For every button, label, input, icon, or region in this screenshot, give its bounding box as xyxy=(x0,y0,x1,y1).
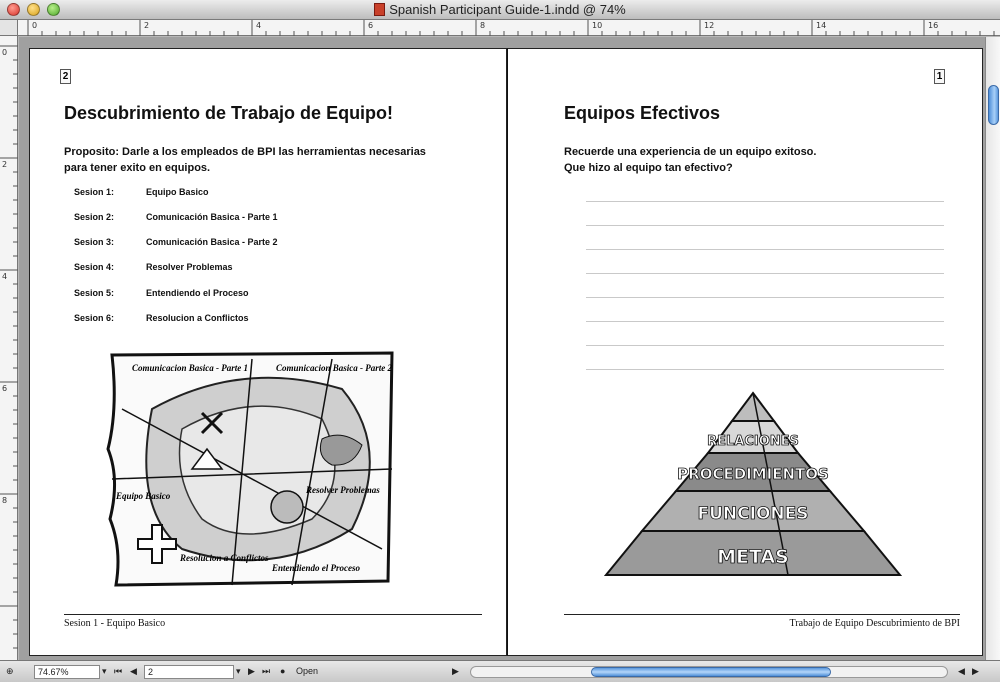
answer-line[interactable] xyxy=(586,225,944,226)
horizontal-scroll-thumb[interactable] xyxy=(591,667,831,677)
session-name: Comunicación Basica - Parte 2 xyxy=(146,237,278,247)
pasteboard[interactable] xyxy=(19,37,985,660)
map-label: Comunicacion Basica - Parte 1 xyxy=(132,363,249,373)
ruler-label: 12 xyxy=(704,21,715,30)
title-bar[interactable] xyxy=(0,0,1000,20)
right-page[interactable] xyxy=(507,48,983,656)
window-title: Spanish Participant Guide-1.indd @ 74% xyxy=(389,2,626,17)
session-row[interactable] xyxy=(74,237,278,247)
ruler-label: 8 xyxy=(2,496,8,505)
ruler-label: 0 xyxy=(32,21,38,30)
page-field[interactable]: 2 xyxy=(144,665,234,679)
pyramid-label: FUNCIONES xyxy=(697,504,809,524)
session-name: Resolucion a Conflictos xyxy=(146,313,249,323)
ruler-label: 6 xyxy=(368,21,374,30)
map-label: Resolucion a Conflictos xyxy=(180,553,269,563)
ruler-label: 0 xyxy=(2,48,8,57)
session-row[interactable] xyxy=(74,313,249,323)
vertical-scroll-thumb[interactable] xyxy=(988,85,999,125)
map-label: Resolver Problemas xyxy=(306,485,380,495)
vertical-ruler-ticks xyxy=(0,36,18,660)
session-label: Sesion 5: xyxy=(74,288,115,298)
window-title-wrap xyxy=(0,2,1000,17)
session-label: Sesion 3: xyxy=(74,237,115,247)
footer-rule-left xyxy=(64,614,482,615)
right-page-footer[interactable]: Trabajo de Equipo Descubrimiento de BPI xyxy=(789,618,960,629)
page-dropdown-icon[interactable]: ▾ xyxy=(236,666,241,676)
vertical-scrollbar[interactable] xyxy=(985,37,1000,660)
ruler-label: 4 xyxy=(2,272,8,281)
pyramid-label: PROCEDIMIENTOS xyxy=(677,465,829,483)
ruler-label: 2 xyxy=(2,160,8,169)
document-status: Open xyxy=(296,666,319,676)
map-inner xyxy=(180,406,335,534)
question-line-1[interactable]: Recuerde una experiencia de un equipo exitoso. xyxy=(564,146,817,158)
ruler-label: 4 xyxy=(256,21,262,30)
session-label: Sesion 4: xyxy=(74,262,115,272)
ruler-origin[interactable] xyxy=(0,20,18,36)
session-row[interactable] xyxy=(74,187,209,197)
session-row[interactable] xyxy=(74,212,278,222)
session-label: Sesion 2: xyxy=(74,212,115,222)
ruler-label: 2 xyxy=(144,21,150,30)
scroll-right-arrow-icon[interactable]: ▶ xyxy=(972,666,979,676)
session-row[interactable] xyxy=(74,262,233,272)
answer-line[interactable] xyxy=(586,297,944,298)
horizontal-scrollbar[interactable] xyxy=(470,666,948,678)
pyramid-label: RELACIONES xyxy=(707,434,799,449)
session-name: Equipo Basico xyxy=(146,187,209,197)
ruler-label: 8 xyxy=(480,21,486,30)
answer-line[interactable] xyxy=(586,345,944,346)
map-label: Comunicacion Basica - Parte 2 xyxy=(276,363,393,373)
left-page-title[interactable]: Descubrimiento de Trabajo de Equipo! xyxy=(64,103,394,123)
scroll-left-arrow-icon[interactable]: ◀ xyxy=(958,666,965,676)
pyramid-apex xyxy=(732,393,774,421)
answer-line[interactable] xyxy=(586,273,944,274)
session-name: Resolver Problemas xyxy=(146,262,233,272)
team-map-illustration[interactable] xyxy=(92,349,402,589)
previous-page-icon[interactable]: ◀ xyxy=(130,666,137,676)
preflight-icon: ● xyxy=(280,666,286,676)
next-page-icon[interactable]: ▶ xyxy=(248,666,255,676)
answer-line[interactable] xyxy=(586,249,944,250)
horizontal-ruler[interactable] xyxy=(18,20,1000,36)
status-bar xyxy=(0,660,1000,682)
ruler-label: 16 xyxy=(928,21,939,30)
right-page-title[interactable]: Equipos Efectivos xyxy=(564,103,721,123)
target-landmark-icon xyxy=(271,491,303,523)
question-line-2[interactable]: Que hizo al equipo tan efectivo? xyxy=(564,162,733,174)
first-page-icon[interactable]: ⏮ xyxy=(114,666,123,676)
ruler-label: 14 xyxy=(816,21,827,30)
ruler-label: 6 xyxy=(2,384,8,393)
session-name: Comunicación Basica - Parte 1 xyxy=(146,212,278,222)
display-mode-icon[interactable]: ⊕ xyxy=(6,666,14,676)
left-page[interactable] xyxy=(29,48,507,656)
map-label: Equipo Basico xyxy=(116,491,171,501)
ruler-label: 10 xyxy=(592,21,603,30)
answer-line[interactable] xyxy=(586,321,944,322)
answer-line[interactable] xyxy=(586,369,944,370)
map-label: Entendiendo el Proceso xyxy=(272,563,360,573)
session-label: Sesion 6: xyxy=(74,313,115,323)
indesign-document-icon xyxy=(374,3,385,16)
last-page-icon[interactable]: ⏭ xyxy=(262,666,271,676)
horizontal-ruler-ticks xyxy=(18,20,1000,36)
vertical-ruler[interactable] xyxy=(0,36,18,660)
page-number-right: 1 xyxy=(934,69,945,84)
session-row[interactable] xyxy=(74,288,249,298)
footer-rule-right xyxy=(564,614,960,615)
zoom-dropdown-icon[interactable]: ▾ xyxy=(102,666,107,676)
zoom-field[interactable]: 74.67% xyxy=(34,665,100,679)
answer-line[interactable] xyxy=(586,201,944,202)
page-number-left: 2 xyxy=(60,69,71,84)
purpose-text[interactable]: Proposito: Darle a los empleados de BPI las herramientas necesarias para tener exito en equipos. xyxy=(64,146,426,174)
status-menu-icon[interactable]: ▶ xyxy=(452,666,459,676)
left-page-footer[interactable]: Sesion 1 - Equipo Basico xyxy=(64,618,166,629)
pyramid-label: METAS xyxy=(717,546,789,568)
team-pyramid-illustration[interactable] xyxy=(588,389,918,589)
session-label: Sesion 1: xyxy=(74,187,115,197)
session-name: Entendiendo el Proceso xyxy=(146,288,249,298)
